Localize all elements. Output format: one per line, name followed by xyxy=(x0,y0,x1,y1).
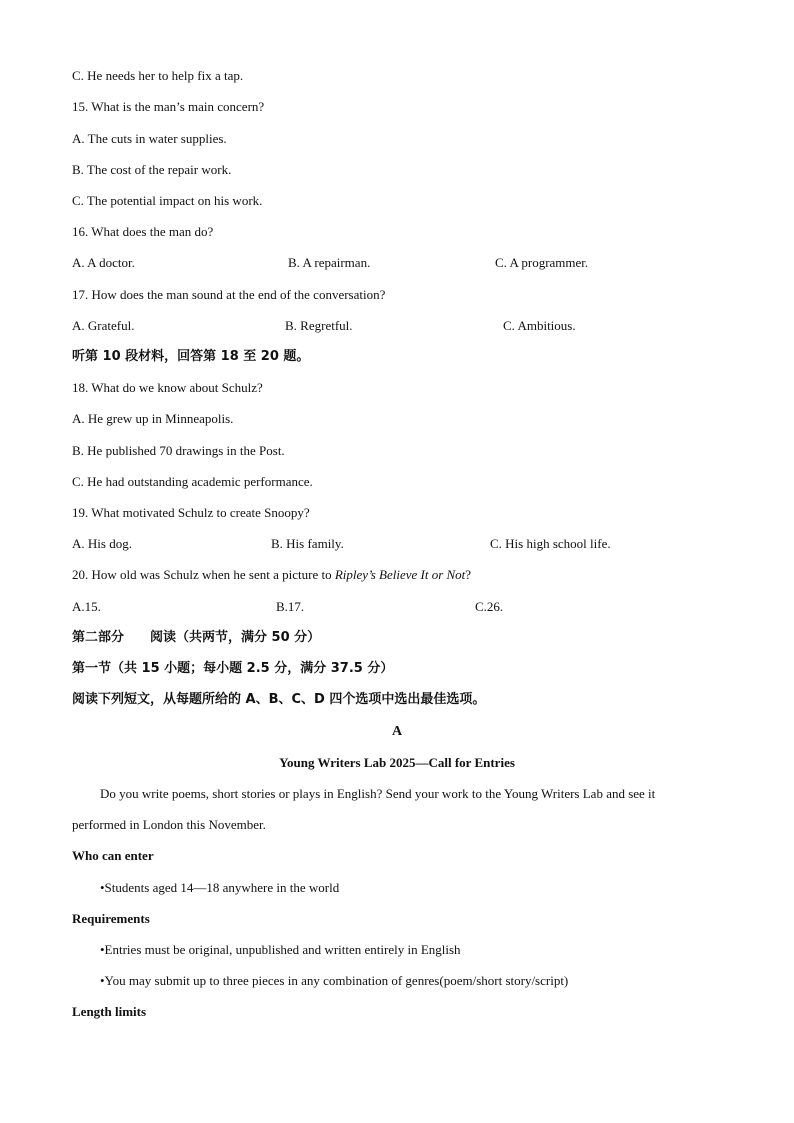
q19-option-a: A. His dog. xyxy=(72,536,132,551)
q20-stem-post: ? xyxy=(465,567,472,582)
q18-option-a: A. He grew up in Minneapolis. xyxy=(72,411,234,426)
requirements-item-1: •Entries must be original, unpublished and written entirely in English xyxy=(100,942,461,957)
q16-option-c: C. A programmer. xyxy=(495,255,589,270)
q17-option-b: B. Regretful. xyxy=(285,318,353,333)
q18-option-b: B. He published 70 drawings in the Post. xyxy=(72,443,285,458)
instructions: 阅读下列短文，从每题所给的 A、B、C、D 四个选项中选出最佳选项。 xyxy=(72,692,486,707)
q18-stem: 18. What do we know about Schulz? xyxy=(72,380,263,395)
q15-option-a: A. The cuts in water supplies. xyxy=(72,131,227,146)
section1-heading: 第一节（共 15 小题；每小题 2.5 分，满分 37.5 分） xyxy=(72,661,394,676)
q15-option-c: C. The potential impact on his work. xyxy=(72,193,263,208)
q17-option-a: A. Grateful. xyxy=(72,318,135,333)
requirements-heading: Requirements xyxy=(72,911,150,926)
q19-option-c: C. His high school life. xyxy=(490,536,611,551)
q19-option-b: B. His family. xyxy=(271,536,344,551)
q20-stem-pre: 20. How old was Schulz when he sent a picture to xyxy=(72,567,335,582)
q20-stem xyxy=(72,567,471,583)
q17-stem: 17. How does the man sound at the end of the conversation? xyxy=(72,287,386,302)
q20-stem-title: Ripley’s Believe It or Not xyxy=(334,567,466,582)
passage-title: Young Writers Lab 2025—Call for Entries xyxy=(279,755,515,770)
intro-line-2: performed in London this November. xyxy=(72,817,266,832)
q16-option-b: B. A repairman. xyxy=(288,255,371,270)
length-heading: Length limits xyxy=(72,1004,147,1019)
q19-stem: 19. What motivated Schulz to create Snoopy? xyxy=(72,505,310,520)
q20-option-a: A.15. xyxy=(72,599,101,614)
intro-line-1: Do you write poems, short stories or plays in English? Send your work to the Young Writers Lab and see it xyxy=(100,786,656,801)
q20-option-b: B.17. xyxy=(276,599,305,614)
who-heading: Who can enter xyxy=(72,848,154,863)
q20-option-c: C.26. xyxy=(475,599,504,614)
q14-option-c: C. He needs her to help fix a tap. xyxy=(72,68,244,83)
q16-option-a: A. A doctor. xyxy=(72,255,135,270)
q17-option-c: C. Ambitious. xyxy=(503,318,576,333)
q15-stem: 15. What is the man’s main concern? xyxy=(72,99,265,114)
who-item: •Students aged 14—18 anywhere in the world xyxy=(100,880,340,895)
part2-heading: 第二部分 阅读（共两节，满分 50 分） xyxy=(72,630,321,645)
q16-stem: 16. What does the man do? xyxy=(72,224,214,239)
q18-option-c: C. He had outstanding academic performance. xyxy=(72,474,313,489)
q15-option-b: B. The cost of the repair work. xyxy=(72,162,232,177)
requirements-item-2: •You may submit up to three pieces in any combination of genres(poem/short story/script) xyxy=(100,973,569,988)
section10-heading: 听第 10 段材料，回答第 18 至 20 题。 xyxy=(72,349,310,364)
passage-letter: A xyxy=(391,724,403,739)
